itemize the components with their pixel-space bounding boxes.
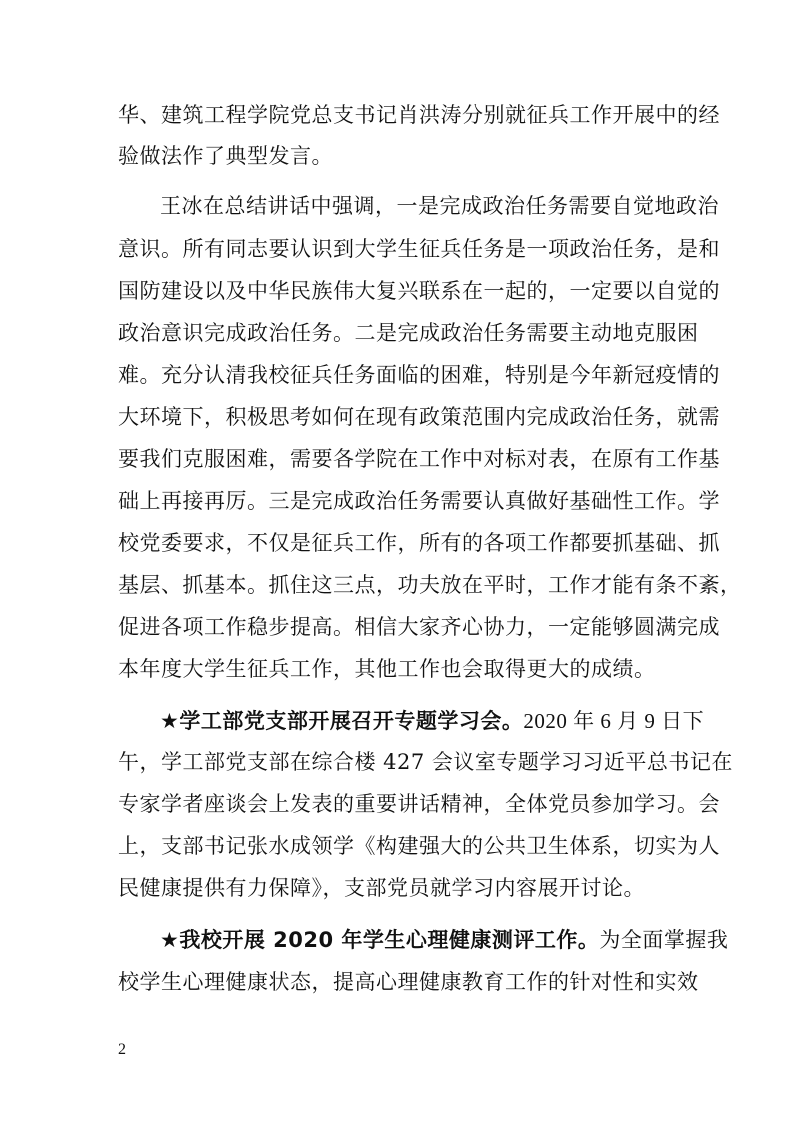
paragraph-2-line-3: 国防建设以及中华民族伟大复兴联系在一起的，一定要以自觉的 xyxy=(118,279,720,303)
paragraph-2-line-7: 要我们克服困难，需要各学院在工作中对标对表，在原有工作基 xyxy=(118,447,720,471)
news-1-line-2: 午，学工部党支部在综合楼 427 会议室专题学习习近平总书记在 xyxy=(118,750,733,774)
news-2-first-line xyxy=(160,920,729,960)
news-2-line-2: 校学生心理健康状态，提高心理健康教育工作的针对性和实效 xyxy=(118,970,699,994)
news-1-line-5: 民健康提供有力保障》，支部党员就学习内容展开讨论。 xyxy=(118,876,645,900)
news-1-line-3: 专家学者座谈会上发表的重要讲话精神，全体党员参加学习。会 xyxy=(118,792,720,816)
news-1-first-line-text: 2020 年 6 月 9 日下 xyxy=(523,709,705,733)
paragraph-2-line-2: 意识。所有同志要认识到大学生征兵任务是一项政治任务，是和 xyxy=(118,237,720,261)
paragraph-2-line-12: 本年度大学生征兵工作，其他工作也会取得更大的成绩。 xyxy=(118,657,656,681)
paragraph-1-line-1: 华、建筑工程学院党总支书记肖洪涛分别就征兵工作开展中的经 xyxy=(118,103,720,127)
news-1-line-4: 上，支部书记张水成领学《构建强大的公共卫生体系，切实为人 xyxy=(118,834,720,858)
news-2-heading: ★我校开展 2020 年学生心理健康测评工作。 xyxy=(160,928,600,952)
news-1-first-line xyxy=(160,701,705,741)
paragraph-1-line-2: 验做法作了典型发言。 xyxy=(118,144,333,168)
paragraph-2-line-8: 础上再接再厉。三是完成政治任务需要认真做好基础性工作。学 xyxy=(118,489,720,513)
paragraph-2-line-10: 基层、抓基本。抓住这三点，功夫放在平时，工作才能有条不紊， xyxy=(118,573,742,597)
paragraph-2-line-6: 大环境下，积极思考如何在现有政策范围内完成政治任务，就需 xyxy=(118,405,720,429)
paragraph-2-line-9: 校党委要求，不仅是征兵工作，所有的各项工作都要抓基础、抓 xyxy=(118,531,720,555)
news-1-heading: ★学工部党支部开展召开专题学习会。 xyxy=(160,709,524,733)
paragraph-2-line-11: 促进各项工作稳步提高。相信大家齐心协力，一定能够圆满完成 xyxy=(118,615,720,639)
page-number: 2 xyxy=(118,1041,126,1058)
news-2-first-line-text: 为全面掌握我 xyxy=(599,928,729,952)
paragraph-2-line-1: 王冰在总结讲话中强调，一是完成政治任务需要自觉地政治 xyxy=(160,194,719,218)
paragraph-2-line-5: 难。充分认清我校征兵任务面临的困难，特别是今年新冠疫情的 xyxy=(118,363,720,387)
paragraph-2-line-4: 政治意识完成政治任务。二是完成政治任务需要主动地克服困 xyxy=(118,321,699,345)
